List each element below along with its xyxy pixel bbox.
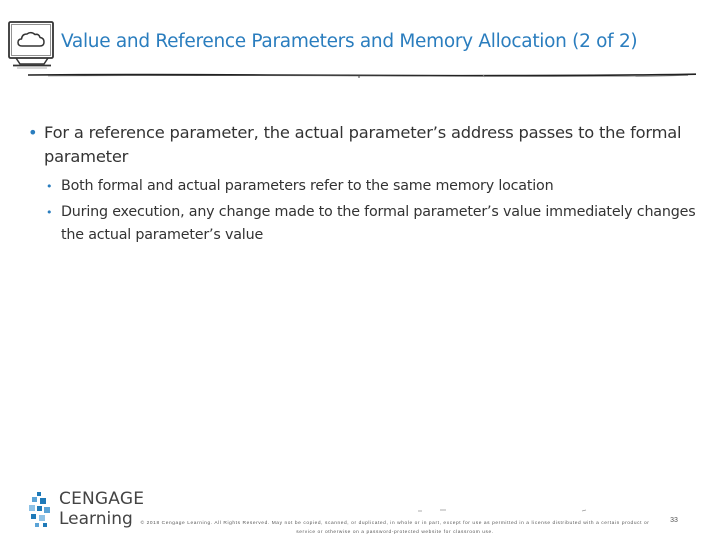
sub-bullet-list (28, 175, 700, 247)
title-divider (28, 66, 696, 80)
logo-text-cengage: CENGAGE (59, 489, 145, 509)
sub-bullet-marker: • (46, 206, 53, 219)
copyright-notice: © 2018 Cengage Learning. All Rights Reserved. May not be copied, scanned, or duplicated, in whole or in part, except for use as permitted in a license distributed with a certain product or service or otherwise on a password-protected website for classroom use. (140, 521, 650, 535)
bullet-marker: • (28, 123, 38, 142)
footer-sketch-marks (410, 508, 610, 514)
bullet-text: For a reference parameter, the actual parameter’s address passes to the formal parameter (44, 123, 682, 166)
slide-title: Value and Reference Parameters and Memory Allocation (2 of 2) (61, 31, 638, 52)
logo-text-learning: Learning (59, 509, 133, 529)
bullet-item (28, 121, 700, 169)
sub-bullet-text: During execution, any change made to the formal parameter’s value immediately changes the actual parameter’s value (61, 204, 696, 243)
cloud-monitor-icon (7, 19, 57, 71)
slide-content (28, 121, 700, 250)
cengage-logo (28, 489, 145, 531)
sub-bullet-item (46, 175, 700, 198)
page-number: 33 (670, 517, 678, 524)
cengage-mark-icon (28, 492, 52, 528)
sub-bullet-marker: • (46, 180, 53, 193)
sub-bullet-item (46, 201, 700, 247)
sub-bullet-text: Both formal and actual parameters refer to the same memory location (61, 178, 554, 194)
